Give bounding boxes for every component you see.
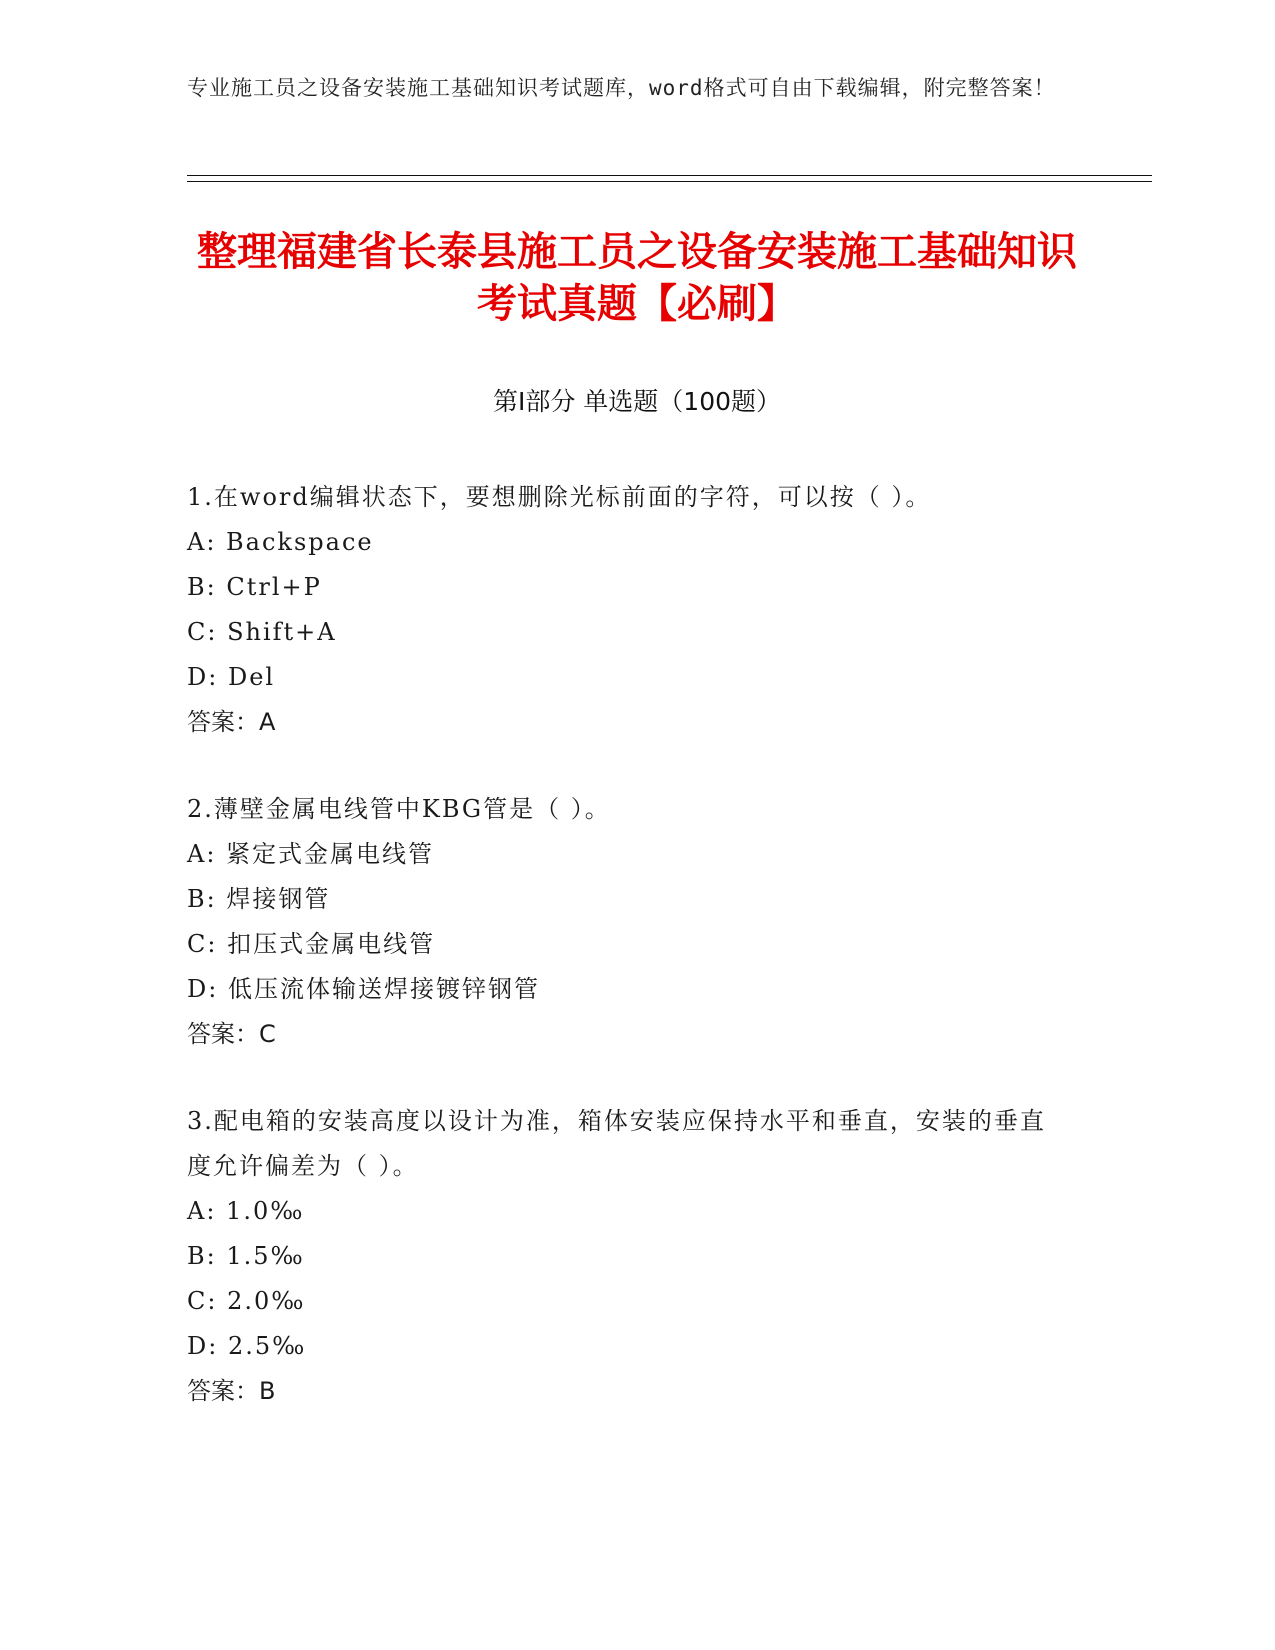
option-d: D: 低压流体输送焊接镀锌钢管 (187, 975, 540, 1003)
header-note: 专业施工员之设备安装施工基础知识考试题库，word格式可自由下载编辑，附完整答案！ (187, 76, 1056, 100)
question-item (187, 787, 1067, 1057)
question-answer: 答案：B (187, 1377, 276, 1405)
option-b: B: Ctrl+P (187, 573, 322, 601)
option-a: A: Backspace (187, 528, 374, 556)
question-stem: 2.薄壁金属电线管中KBG管是（ ）。 (187, 795, 611, 823)
option-b: B: 焊接钢管 (187, 885, 331, 913)
question-answer: 答案：A (187, 708, 276, 736)
option-b: B: 1.5‰ (187, 1242, 305, 1270)
option-d: D: 2.5‰ (187, 1332, 307, 1360)
option-a: A: 紧定式金属电线管 (187, 840, 435, 868)
question-spacer (187, 745, 1067, 787)
question-item (187, 1099, 1067, 1414)
question-stem: 3.配电箱的安装高度以设计为准，箱体安装应保持水平和垂直，安装的垂直度允许偏差为（ ）。 (187, 1107, 1046, 1180)
option-c: C: 2.0‰ (187, 1287, 306, 1315)
option-d: D: Del (187, 663, 276, 691)
question-item (187, 475, 1067, 745)
question-list (187, 475, 1067, 1414)
header-divider-top (187, 175, 1152, 176)
header-divider-bottom (187, 181, 1152, 182)
question-spacer (187, 1057, 1067, 1099)
document-title: 整理福建省长泰县施工员之设备安装施工基础知识考试真题【必刷】 (197, 229, 1077, 327)
section-heading: 第Ⅰ部分 单选题（100题） (492, 387, 782, 416)
option-a: A: 1.0‰ (187, 1197, 305, 1225)
option-c: C: 扣压式金属电线管 (187, 930, 436, 958)
question-answer: 答案：C (187, 1020, 276, 1048)
option-c: C: Shift+A (187, 618, 337, 646)
question-stem: 1.在word编辑状态下，要想删除光标前面的字符，可以按（ ）。 (187, 483, 932, 511)
